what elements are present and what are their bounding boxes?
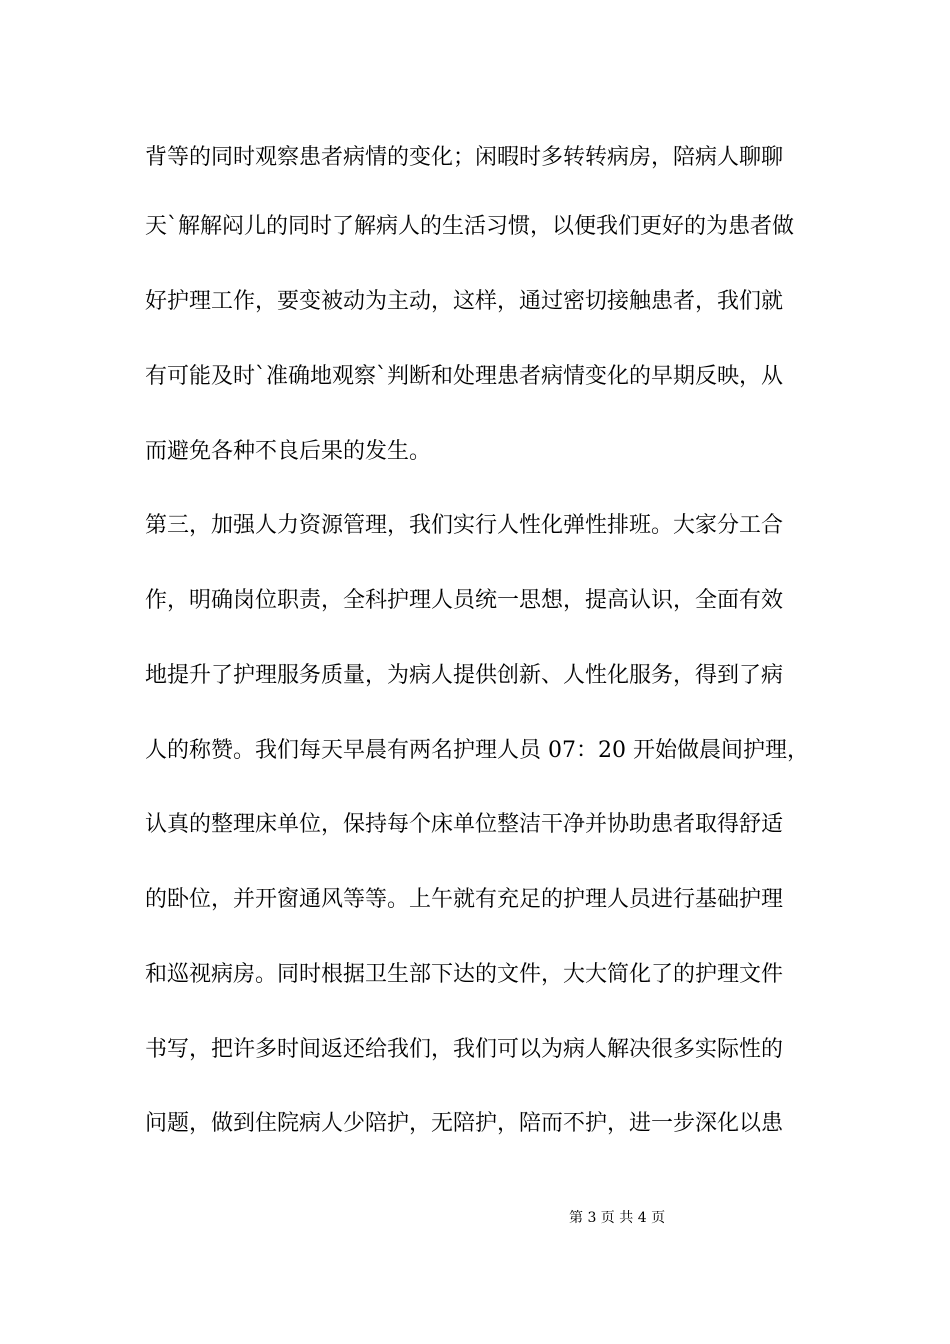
paragraph-line: 地提升了护理服务质量，为病人提供创新、人性化服务，得到了病 (145, 663, 784, 688)
paragraph-line: 好护理工作，要变被动为主动，这样，通过密切接触患者，我们就 (145, 289, 784, 314)
paragraph-line: 背等的同时观察患者病情的变化；闲暇时多转转病房，陪病人聊聊 (145, 145, 784, 170)
paragraph-line: 作，明确岗位职责，全科护理人员统一思想，提高认识，全面有效 (145, 588, 784, 613)
paragraph-line: 和巡视病房。同时根据卫生部下达的文件，大大简化了的护理文件 (145, 962, 784, 987)
paragraph-line: 人的称赞。我们每天早晨有两名护理人员 07：20 开始做晨间护理， (145, 738, 809, 763)
page-number: 第 3 页 共 4 页 (569, 1210, 666, 1226)
paragraph-line: 第三，加强人力资源管理，我们实行人性化弹性排班。大家分工合 (145, 513, 784, 538)
paragraph-line: 认真的整理床单位，保持每个床单位整洁干净并协助患者取得舒适 (145, 812, 784, 837)
paragraph-line: 天`解解闷儿的同时了解病人的生活习惯，以便我们更好的为患者做 (145, 214, 795, 239)
paragraph-line: 的卧位，并开窗通风等等。上午就有充足的护理人员进行基础护理 (145, 887, 784, 912)
paragraph-line: 而避免各种不良后果的发生。 (145, 439, 432, 464)
paragraph-line: 有可能及时`准确地观察`判断和处理患者病情变化的早期反映，从 (145, 364, 784, 389)
paragraph-line: 问题，做到住院病人少陪护，无陪护，陪而不护，进一步深化以患 (145, 1111, 784, 1136)
paragraph-line: 书写，把许多时间返还给我们，我们可以为病人解决很多实际性的 (145, 1037, 784, 1062)
